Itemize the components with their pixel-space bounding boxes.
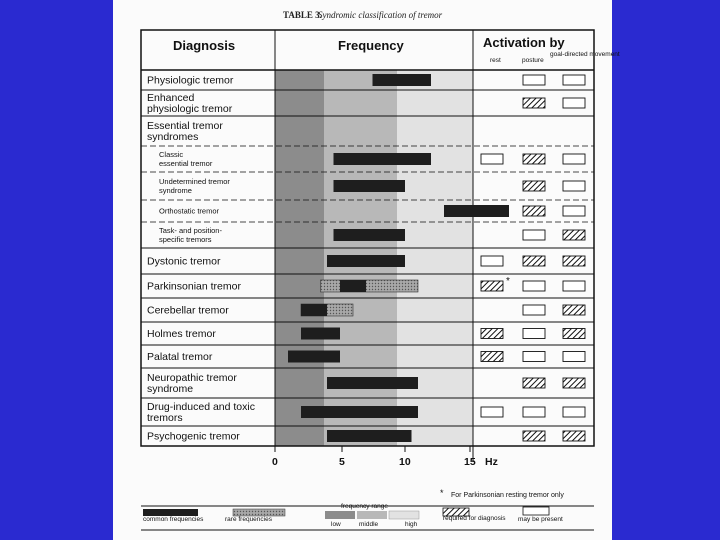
legend-middle-label: middle — [359, 521, 379, 528]
row-label: Undetermined tremor — [159, 177, 230, 186]
common-frequency-bar — [334, 153, 432, 165]
legend-high-label: high — [405, 521, 418, 528]
may-be-present-cell — [523, 352, 545, 362]
axis-tick-label: 0 — [272, 456, 278, 468]
row-label: Psychogenic tremor — [147, 430, 240, 443]
document-page — [113, 0, 620, 540]
row-label: Cerebellar tremor — [147, 304, 229, 317]
required-cell — [563, 329, 585, 339]
row-label: syndrome — [147, 383, 194, 395]
required-cell — [523, 378, 545, 388]
required-cell — [563, 230, 585, 240]
may-be-present-cell — [481, 256, 503, 266]
caption-label: TABLE 3. — [283, 10, 322, 20]
may-be-present-cell — [523, 305, 545, 315]
header-diagnosis: Diagnosis — [173, 38, 236, 53]
legend-low-swatch — [325, 511, 355, 519]
required-cell — [523, 206, 545, 216]
required-cell — [523, 154, 545, 164]
row-label: syndrome — [159, 186, 192, 195]
common-frequency-bar — [327, 430, 412, 442]
common-frequency-bar — [334, 229, 406, 241]
legend-high-swatch — [389, 511, 419, 519]
legend-present-label: may be present — [518, 516, 563, 523]
frequency-axis — [272, 446, 498, 468]
legend-common-swatch — [143, 509, 198, 516]
row-label: essential tremor — [159, 159, 213, 168]
may-be-present-cell — [563, 181, 585, 191]
row-label: syndromes — [147, 131, 199, 143]
band-low — [275, 70, 324, 446]
row-label: physiologic tremor — [147, 103, 233, 115]
may-be-present-cell — [523, 407, 545, 417]
required-cell — [563, 378, 585, 388]
row-label: Enhanced — [147, 92, 195, 104]
may-be-present-cell — [481, 407, 503, 417]
common-frequency-bar — [301, 406, 418, 418]
required-cell — [523, 431, 545, 441]
common-frequency-bar — [340, 280, 366, 292]
common-frequency-bar — [334, 180, 406, 192]
may-be-present-cell — [523, 230, 545, 240]
legend-low-label: low — [331, 521, 341, 528]
header-frequency: Frequency — [338, 38, 404, 53]
legend-common-label: common frequencies — [143, 516, 204, 523]
band-high — [397, 70, 473, 446]
required-cell — [481, 281, 503, 291]
legend-middle-swatch — [357, 511, 387, 519]
common-frequency-bar — [301, 304, 327, 316]
header-posture: posture — [522, 57, 544, 64]
common-frequency-bar — [327, 377, 418, 389]
may-be-present-cell — [523, 281, 545, 291]
axis-tick-label: 10 — [399, 456, 411, 468]
may-be-present-cell — [563, 407, 585, 417]
classification-table — [113, 0, 620, 540]
required-cell — [563, 256, 585, 266]
common-frequency-bar — [288, 351, 340, 363]
row-label: Essential tremor — [147, 120, 223, 132]
may-be-present-cell — [563, 98, 585, 108]
row-label: Orthostatic tremor — [159, 206, 220, 216]
row-label: Holmes tremor — [147, 328, 216, 340]
row-label: Classic — [159, 150, 184, 159]
common-frequency-bar — [373, 74, 432, 86]
diagnosis-labels — [147, 75, 255, 443]
required-cell — [481, 352, 503, 362]
rare-frequency-bar — [321, 280, 419, 292]
footnote-marker: * — [440, 488, 444, 498]
required-cell — [523, 256, 545, 266]
legend — [141, 503, 594, 530]
required-cell — [563, 431, 585, 441]
required-cell — [481, 329, 503, 339]
footnote-marker-cell: * — [506, 276, 510, 287]
header-goal: goal-directed movement — [550, 51, 620, 58]
header-rest: rest — [490, 57, 501, 64]
row-label: Parkinsonian tremor — [147, 280, 241, 293]
may-be-present-cell — [481, 154, 503, 164]
may-be-present-cell — [563, 206, 585, 216]
legend-rare-swatch — [233, 509, 285, 516]
may-be-present-cell — [563, 154, 585, 164]
required-cell — [523, 98, 545, 108]
row-label: Neuropathic tremor — [147, 372, 237, 384]
axis-unit: Hz — [485, 456, 498, 468]
row-label: Drug-induced and toxic — [147, 401, 255, 413]
axis-tick-label: 15 — [464, 456, 476, 468]
axis-tick-label: 5 — [339, 456, 345, 468]
row-label: Palatal tremor — [147, 351, 213, 363]
may-be-present-cell — [563, 352, 585, 362]
row-label: Task- and position- — [159, 226, 222, 235]
legend-present-swatch — [523, 507, 549, 515]
required-cell — [563, 305, 585, 315]
row-label: Physiologic tremor — [147, 74, 234, 87]
caption-title: Syndromic classification of tremor — [318, 10, 443, 20]
may-be-present-cell — [563, 75, 585, 85]
common-frequency-bar — [327, 255, 405, 267]
common-frequency-bar — [444, 205, 509, 217]
may-be-present-cell — [523, 75, 545, 85]
header-activation: Activation by — [483, 35, 565, 50]
may-be-present-cell — [563, 281, 585, 291]
legend-required-label: required for diagnosis — [443, 515, 506, 522]
legend-range-label: frequency range — [341, 503, 388, 510]
may-be-present-cell — [523, 329, 545, 339]
row-label: tremors — [147, 412, 183, 424]
row-label: specific tremors — [159, 235, 212, 244]
required-cell — [523, 181, 545, 191]
activation-cells — [481, 75, 585, 441]
footnote: For Parkinsonian resting tremor only — [451, 492, 564, 499]
row-label: Dystonic tremor — [147, 255, 221, 268]
legend-rare-label: rare frequencies — [225, 516, 272, 523]
common-frequency-bar — [301, 328, 340, 340]
